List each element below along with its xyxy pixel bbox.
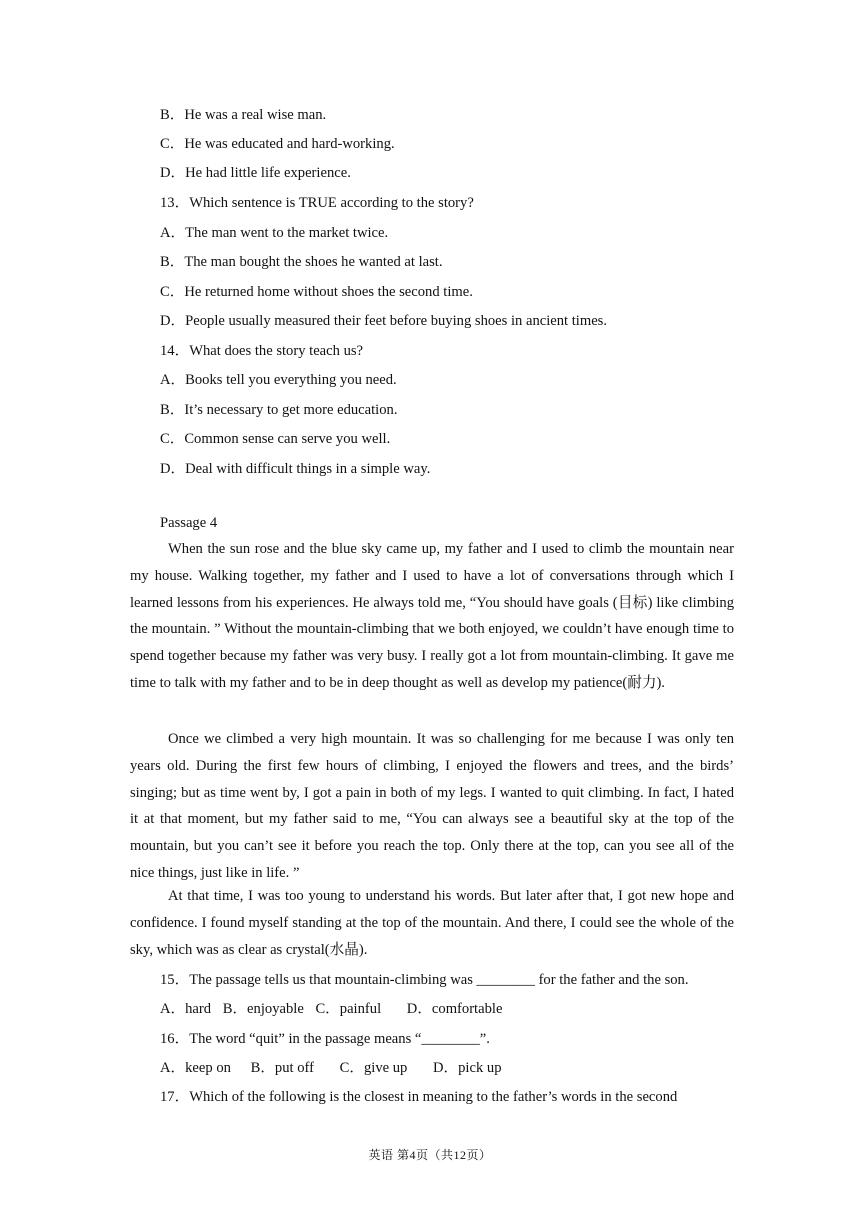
q12-option-c: C．He was educated and hard-working.: [160, 136, 395, 152]
q15-option-a: A．hard: [160, 1001, 212, 1017]
q14-option-a: A．Books tell you everything you need.: [160, 372, 397, 388]
q15-option-b: B．enjoyable: [222, 1001, 304, 1017]
passage-p2-text: Once we climbed a very high mountain. It was so challenging for me because I was only ten years old. During the first few hours of climbing, I enjoyed the flowers and trees, and the birds’ singing; but as time went by, I got a pain in both of my legs. I wanted to quit climbing. In fact, I hated it at that moment, but my father said to me, “You can always see a beautiful sky at the top of the mountain, but you can’t see it before you reach the top. Only there at the top, can you see all of the nice things, just like in life. ”: [130, 731, 734, 881]
q17-question: 17．Which of the following is the closest in meaning to the father’s words in the second: [160, 1089, 678, 1105]
q16-option-c: C．give up: [339, 1060, 408, 1076]
q15-option-d: D．comfortable: [406, 1001, 503, 1017]
passage-title: Passage 4: [160, 515, 218, 531]
passage-paragraph-3: [130, 883, 734, 963]
q15-options: [160, 1000, 502, 1018]
q13-option-c: C．He returned home without shoes the second time.: [160, 284, 473, 300]
q15-question: 15．The passage tells us that mountain-climbing was ________ for the father and the son.: [160, 972, 689, 988]
q13-option-a: A．The man went to the market twice.: [160, 225, 389, 241]
passage-p3-text: At that time, I was too young to understand his words. But later after that, I got new hope and confidence. I found myself standing at the top of the mountain. And there, I could see the whole of the sky, which was as clear as crystal(水晶).: [130, 888, 734, 958]
q12-option-d: D．He had little life experience.: [160, 165, 351, 181]
q16-option-d: D．pick up: [433, 1060, 502, 1076]
passage-paragraph-1: [130, 536, 734, 697]
q16-options: [160, 1059, 502, 1077]
q13-question: 13．Which sentence is TRUE according to the story?: [160, 195, 474, 211]
q15-option-c: C．painful: [315, 1001, 382, 1017]
q16-option-b: B．put off: [250, 1060, 314, 1076]
q16-option-a: A．keep on: [160, 1060, 231, 1076]
passage-p1-text: When the sun rose and the blue sky came up, my father and I used to climb the mountain near my house. Walking together, my father and I used to have a lot of conversations through which I learned lessons from his experiences. He always told me, “You should have goals (目标) like climbing the mountain. ” Without the mountain-climbing that we both enjoyed, we couldn’t have enough time to spend together because my father was very busy. I really got a lot from mountain-climbing. It gave me time to talk with my father and to be in deep thought as well as develop my patience(耐力).: [130, 541, 734, 691]
q14-option-c: C．Common sense can serve you well.: [160, 431, 391, 447]
q14-question: 14．What does the story teach us?: [160, 343, 364, 359]
q13-option-b: B．The man bought the shoes he wanted at last.: [160, 254, 443, 270]
page-footer: 英语 第4页（共12页）: [368, 1148, 492, 1162]
q12-option-b: B．He was a real wise man.: [160, 107, 327, 123]
q14-option-b: B．It’s necessary to get more education.: [160, 402, 398, 418]
q13-option-d: D．People usually measured their feet before buying shoes in ancient times.: [160, 313, 608, 329]
q14-option-d: D．Deal with difficult things in a simple way.: [160, 461, 431, 477]
q16-question: 16．The word “quit” in the passage means “________”.: [160, 1031, 490, 1047]
passage-paragraph-2: [130, 726, 734, 887]
